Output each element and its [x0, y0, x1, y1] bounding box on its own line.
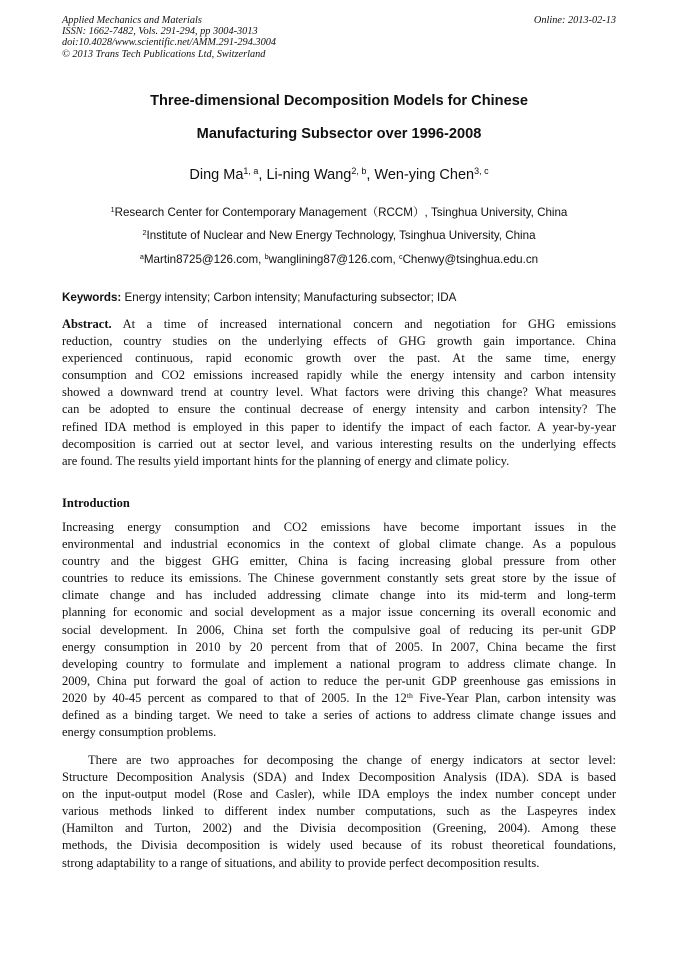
author-marker: 1, a: [243, 166, 259, 177]
issn-line: ISSN: 1662-7482, Vols. 291-294, pp 3004-3013: [62, 26, 258, 38]
affiliation-text: Institute of Nuclear and New Energy Technology, Tsinghua University, China: [146, 229, 536, 242]
body-line: energy consumption problems.: [62, 725, 217, 740]
journal-header: [62, 15, 616, 60]
body-line: There are two approaches for decomposing the change of energy indicators at sector level:: [88, 753, 616, 767]
online-date: Online: 2013-02-13: [533, 15, 616, 26]
abstract-line: are found. The results yield important hints for the planning of energy and climate policy.: [62, 453, 510, 468]
affiliation-marker: 1: [110, 205, 115, 215]
body-line: Structure Decomposition Analysis (SDA) and Index Decomposition Analysis (IDA). SDA is based: [62, 770, 616, 785]
abstract-line: showed a downward trend at country level. What factors were driving this change? What measures: [62, 385, 616, 400]
email-list: $^a$Martin8725@126.com, $^b$wanglining87@126.com, $^c$Chenwy@tsinghua.edu.cn: [139, 252, 539, 266]
affiliation-2: [62, 229, 616, 242]
body-line: countries to reduce its emissions. The Chinese government constantly sets great store by the issue of: [62, 571, 616, 586]
abstract-line: reduction, country studies on the underlying effects of GHG growth gain importance. China: [62, 334, 616, 349]
body-line: environmental and industrial economics in the context of global climate change. As a populous: [62, 537, 616, 552]
body-line: on the input-output model (Rose and Casler), while IDA employs the index number concept under: [62, 787, 616, 802]
abstract-line: Abstract. At a time of increased international concern and negotiation for GHG emissions: [62, 317, 616, 331]
affiliation-marker: 2: [142, 228, 147, 238]
copyright-line: © 2013 Trans Tech Publications Ltd, Switzerland: [62, 48, 266, 60]
body-line: various methods linked to different index number computations, such as the Laspeyres index: [62, 804, 616, 819]
keywords-line: [62, 291, 616, 304]
abstract-line: consumption and CO2 emissions increased rapidly while the energy intensity and carbon intensity: [62, 368, 616, 383]
body-line: country and the biggest GHG emitter, China is facing increasing global pressure from other: [62, 554, 616, 569]
journal-name: Applied Mechanics and Materials: [62, 15, 202, 26]
body-line: 2020 by 40-45 percent as compared to that of 2005. In the 12th Five-Year Plan, carbon intensity was: [62, 690, 616, 705]
abstract-line: decomposition is carried out at sector level, and various interesting results on the underlying effects: [62, 436, 616, 451]
email-marker: b: [264, 252, 269, 262]
abstract: [62, 316, 616, 470]
body-line: (Hamilton and Turton, 2002) and the Divisia decomposition (Greening, 2004). Among these: [62, 821, 616, 836]
email-address[interactable]: Martin8725@126.com: [143, 253, 259, 266]
email-address[interactable]: Chenwy@tsinghua.edu.cn: [402, 253, 539, 266]
affiliation-text: Research Center for Contemporary Management（RCCM）, Tsinghua University, China: [114, 206, 568, 219]
paper-title-line-2: Manufacturing Subsector over 1996-2008: [196, 126, 482, 142]
body-line: developing country to formulate and implement a national program to address climate change. In: [62, 656, 616, 671]
affiliation-1: [62, 204, 616, 220]
introduction-paragraph-2: [62, 752, 616, 872]
body-line: defined as a binding target. We need to take a series of actions to address climate change issues and: [62, 708, 616, 723]
body-line: methods, the Divisia decomposition is widely used because of its robust theoretical foundations,: [62, 838, 616, 853]
author-name: Ding Ma: [189, 167, 244, 183]
body-line: energy consumption in 2010 by 20 percent from that of 2005. In 2007, China became the first: [62, 639, 616, 654]
keywords-text: Energy intensity; Carbon intensity; Manufacturing subsector; IDA: [124, 291, 457, 304]
body-line: social development. In 2006, China set forth the compulsive goal of reducing its per-unit GDP: [62, 622, 616, 637]
paper-title-line-1: Three-dimensional Decomposition Models for Chinese: [150, 93, 528, 109]
abstract-label: Abstract.: [62, 317, 112, 331]
doi-line: doi:10.4028/www.scientific.net/AMM.291-294.3004: [62, 37, 277, 49]
author-marker: 3, c: [474, 166, 489, 177]
body-line: 2009, China put forward the goal of action to reduce the per-unit GDP greenhouse gas emissions in: [62, 673, 616, 688]
body-line: climate change and has included addressing climate change into its mid-term and long-term: [62, 588, 616, 603]
email-address[interactable]: wanglining87@126.com: [268, 253, 393, 266]
keywords-label: Keywords:: [62, 291, 122, 304]
email-marker: a: [139, 252, 144, 262]
author-marker: 2, b: [351, 166, 367, 177]
section-heading-introduction: Introduction: [62, 496, 130, 510]
body-line: Increasing energy consumption and CO2 emissions have become important issues in the: [62, 520, 616, 534]
body-line: planning for economic and social development as a major issue concerning its overall economic and: [62, 605, 616, 620]
author-list: Ding Ma$^{1, a}$, Li-ning Wang$^{2, b}$, Wen-ying Chen$^{3, c}$: [189, 166, 489, 183]
abstract-line: experienced continuous, rapid economic growth over the past. At the same time, energy: [62, 351, 616, 366]
abstract-line: refined IDA method is employed in this paper to identify the impact of each factor. A year-by-year: [62, 419, 616, 434]
introduction-paragraph-1: [62, 519, 616, 741]
body-line: strong adaptability to a range of situations, and ability to provide perfect decomposition results.: [62, 855, 540, 870]
ordinal-superscript: th: [406, 690, 413, 700]
author-name: Li-ning Wang: [266, 167, 352, 183]
email-marker: c: [398, 252, 403, 262]
abstract-line: can be adopted to ensure the continual decrease of energy intensity and carbon intensity? The: [62, 402, 616, 417]
author-name: Wen-ying Chen: [374, 167, 475, 183]
